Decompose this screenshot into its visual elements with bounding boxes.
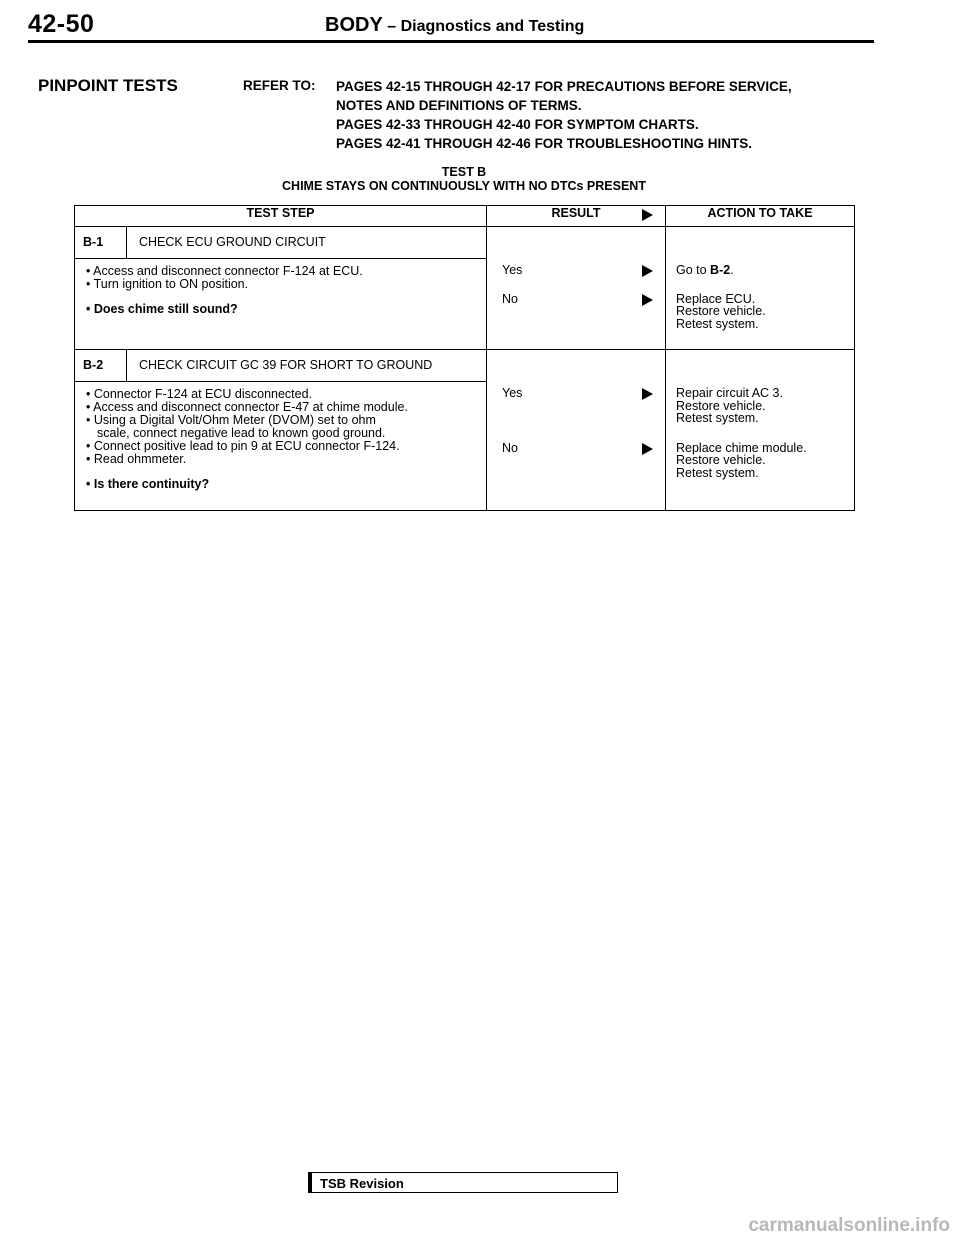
refer-line: PAGES 42-15 THROUGH 42-17 FOR PRECAUTIONS BEFORE SERVICE, — [336, 79, 792, 94]
action-step-ref: B-2 — [710, 263, 731, 277]
action-text: Go to — [676, 263, 711, 277]
result-label: No — [502, 441, 518, 455]
step-instructions — [75, 259, 486, 328]
step-title: CHECK ECU GROUND CIRCUIT — [139, 235, 326, 249]
refer-to-lines — [336, 77, 792, 153]
header-test-step: TEST STEP — [75, 206, 487, 227]
table-header-row — [75, 206, 855, 227]
test-name: TEST B — [441, 165, 487, 179]
instruction-line: • Access and disconnect connector F-124 at ECU. — [86, 264, 363, 278]
section-name: BODY — [325, 14, 383, 36]
header-result — [487, 206, 666, 227]
action-line: Retest system. — [676, 411, 759, 425]
step-code: B-2 — [75, 350, 127, 381]
section-title — [325, 14, 584, 37]
arrow-icon — [642, 209, 653, 221]
tsb-revision-box: TSB Revision — [308, 1172, 618, 1193]
step-title: CHECK CIRCUIT GC 39 FOR SHORT TO GROUND — [139, 358, 433, 372]
title-dash: – — [382, 18, 401, 35]
instruction-line: • Connector F-124 at ECU disconnected. — [86, 387, 313, 401]
action-goto — [666, 264, 854, 277]
result-label: No — [502, 292, 518, 306]
arrow-icon — [642, 388, 653, 400]
instruction-line: • Using a Digital Volt/Ohm Meter (DVOM) set to ohm — [86, 413, 376, 427]
action-line: Retest system. — [676, 316, 759, 331]
page-header — [28, 10, 874, 43]
result-no — [487, 442, 665, 455]
step-cell — [75, 227, 487, 350]
result-cell — [487, 350, 666, 511]
result-label: Yes — [502, 386, 523, 400]
arrow-icon — [642, 265, 653, 277]
instruction-line: • Connect positive lead to pin 9 at ECU connector F-124. — [86, 439, 400, 453]
result-yes — [487, 387, 665, 400]
action-list — [666, 387, 854, 425]
action-line: Replace ECU. — [676, 291, 756, 306]
action-line: Restore vehicle. — [676, 398, 766, 413]
pinpoint-test-table — [74, 205, 855, 511]
result-cell — [487, 227, 666, 350]
action-line: Replace chime module. — [676, 440, 807, 455]
action-list — [666, 293, 854, 331]
action-cell — [666, 350, 855, 511]
test-heading — [75, 165, 853, 193]
step-question: • Is there continuity? — [86, 477, 210, 491]
arrow-icon — [642, 294, 653, 306]
watermark: carmanualsonline.info — [748, 1215, 950, 1236]
step-cell — [75, 350, 487, 511]
test-title: CHIME STAYS ON CONTINUOUSLY WITH NO DTCs PRESENT — [282, 179, 646, 193]
instruction-line: scale, connect negative lead to known good ground. — [97, 426, 386, 440]
refer-line: NOTES AND DEFINITIONS OF TERMS. — [336, 98, 582, 113]
action-line: Repair circuit AC 3. — [676, 386, 783, 400]
header-result-label: RESULT — [551, 206, 601, 220]
step-header — [75, 227, 486, 259]
header-action: ACTION TO TAKE — [666, 206, 855, 227]
action-list — [666, 442, 854, 480]
table-row — [75, 227, 855, 350]
action-text: . — [730, 263, 734, 277]
action-line: Restore vehicle. — [676, 453, 766, 467]
refer-to-label: REFER TO: — [243, 78, 316, 93]
step-header — [75, 350, 486, 382]
instruction-line: • Access and disconnect connector E-47 at chime module. — [86, 400, 408, 414]
result-no — [487, 293, 665, 306]
result-yes — [487, 264, 665, 277]
instruction-line: • Turn ignition to ON position. — [86, 277, 249, 291]
action-cell — [666, 227, 855, 350]
refer-line: PAGES 42-41 THROUGH 42-46 FOR TROUBLESHOOTING HINTS. — [336, 136, 753, 151]
pinpoint-tests-title: PINPOINT TESTS — [38, 76, 178, 95]
table-row — [75, 350, 855, 511]
step-question: • Does chime still sound? — [86, 302, 238, 316]
instruction-line: • Read ohmmeter. — [86, 452, 187, 466]
page-number: 42-50 — [28, 10, 95, 38]
action-line: Restore vehicle. — [676, 304, 766, 318]
arrow-icon — [642, 443, 653, 455]
step-code: B-1 — [75, 227, 127, 258]
refer-line: PAGES 42-33 THROUGH 42-40 FOR SYMPTOM CHARTS. — [336, 117, 699, 132]
action-line: Retest system. — [676, 465, 759, 480]
subsection-name: Diagnostics and Testing — [400, 18, 585, 35]
result-label: Yes — [502, 263, 523, 277]
step-instructions — [75, 382, 486, 503]
